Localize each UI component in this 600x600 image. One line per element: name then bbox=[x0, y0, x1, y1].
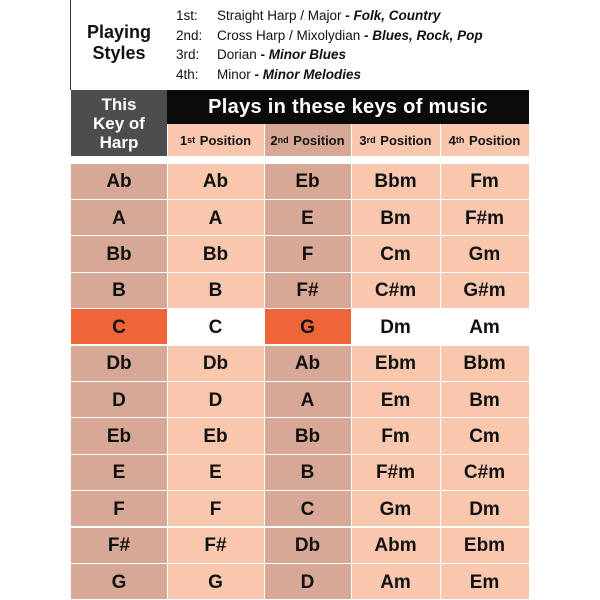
table-cell-position-1 bbox=[167, 528, 264, 564]
note-label: G#m bbox=[463, 280, 506, 302]
legend-num: 4th: bbox=[176, 67, 199, 83]
note-label: Db bbox=[106, 353, 132, 375]
note-label: C#m bbox=[374, 280, 417, 302]
table-cell-key bbox=[71, 273, 167, 309]
legend-sep: - bbox=[341, 8, 354, 23]
table-cell-position-3 bbox=[351, 236, 440, 272]
table-cell-position-3 bbox=[351, 346, 440, 382]
legend-desc: Blues, Rock, Pop bbox=[372, 27, 483, 43]
table-cell-position-1 bbox=[167, 346, 264, 382]
note-label: F# bbox=[204, 535, 227, 557]
table-cell-position-2 bbox=[264, 164, 351, 200]
note-label: A bbox=[300, 389, 315, 411]
legend-num: 3rd: bbox=[176, 47, 200, 63]
legend-num: 1st: bbox=[176, 8, 198, 23]
note-label: D bbox=[112, 389, 126, 411]
note-label: G bbox=[111, 571, 127, 593]
note-label: Ab bbox=[294, 353, 321, 375]
table-cell-position-2 bbox=[264, 273, 351, 309]
note-label: G bbox=[300, 316, 315, 338]
note-label: G bbox=[208, 571, 223, 593]
note-label: D bbox=[300, 571, 315, 593]
legend-sep: - bbox=[360, 27, 373, 43]
note-label: F#m bbox=[464, 207, 505, 229]
table-cell-key bbox=[71, 346, 167, 382]
table-cell-position-4 bbox=[440, 455, 529, 491]
position-num: 1 bbox=[179, 132, 188, 148]
table-cell-position-1 bbox=[167, 382, 264, 418]
note-label: Eb bbox=[106, 425, 132, 447]
key-header-line2: Key of bbox=[93, 113, 145, 133]
note-label: Gm bbox=[379, 498, 412, 520]
table-cell-position-3 bbox=[351, 528, 440, 564]
table-cell-key bbox=[71, 382, 167, 418]
note-label: Fm bbox=[470, 171, 499, 193]
table-cell-position-2 bbox=[264, 455, 351, 491]
table-cell-key bbox=[71, 200, 167, 236]
column-separator bbox=[351, 124, 352, 600]
position-num: 2 bbox=[270, 132, 278, 148]
position-suffix: th bbox=[455, 135, 465, 145]
legend-sep: - bbox=[250, 67, 263, 83]
note-label: Bm bbox=[380, 207, 411, 229]
table-cell-position-4 bbox=[440, 528, 529, 564]
note-label: E bbox=[209, 462, 222, 484]
table-cell-position-4 bbox=[440, 236, 529, 272]
table-cell-position-2 bbox=[264, 528, 351, 564]
table-cell-position-2 bbox=[264, 564, 351, 600]
table-cell-position-4 bbox=[440, 273, 529, 309]
note-label: Ebm bbox=[374, 353, 417, 375]
legend-row bbox=[176, 65, 483, 85]
table-cell-position-1 bbox=[167, 418, 264, 454]
table-cell-position-1 bbox=[167, 455, 264, 491]
table-cell-position-3 bbox=[351, 455, 440, 491]
table-cell-position-3 bbox=[351, 309, 440, 345]
note-label: F bbox=[301, 243, 314, 265]
table-cell-position-3 bbox=[351, 164, 440, 200]
table-cell-position-1 bbox=[167, 491, 264, 527]
table-cell-position-3 bbox=[351, 418, 440, 454]
position-header-3 bbox=[351, 124, 440, 156]
table-cell-position-4 bbox=[440, 418, 529, 454]
note-label: E bbox=[301, 207, 314, 229]
table-cell-key bbox=[71, 236, 167, 272]
key-of-harp-header bbox=[71, 90, 167, 156]
note-label: C bbox=[208, 316, 223, 338]
playing-styles-title-line1: Playing bbox=[86, 22, 152, 42]
note-label: Dm bbox=[469, 498, 500, 520]
legend-label: Minor bbox=[217, 67, 251, 83]
plays-in-keys-header: Plays in these keys of music bbox=[167, 90, 529, 124]
table-cell-position-4 bbox=[440, 200, 529, 236]
table-cell-key bbox=[71, 564, 167, 600]
note-label: Am bbox=[380, 571, 411, 593]
note-label: Fm bbox=[381, 425, 410, 447]
note-label: Am bbox=[469, 316, 500, 338]
legend-desc: Minor Melodies bbox=[262, 67, 362, 83]
table-cell-position-3 bbox=[351, 564, 440, 600]
column-separator bbox=[440, 124, 441, 600]
table-cell-key bbox=[71, 418, 167, 454]
note-label: Bb bbox=[294, 425, 321, 447]
position-word: Position bbox=[469, 132, 521, 148]
playing-styles-title-line2: Styles bbox=[92, 43, 146, 63]
playing-styles-list bbox=[176, 6, 483, 85]
table-cell-position-1 bbox=[167, 164, 264, 200]
note-label: Eb bbox=[295, 171, 320, 193]
table-cell-position-4 bbox=[440, 309, 529, 345]
note-label: C bbox=[112, 316, 126, 338]
table-cell-position-3 bbox=[351, 382, 440, 418]
table-cell-position-2 bbox=[264, 418, 351, 454]
note-label: F# bbox=[107, 535, 131, 557]
table-cell-position-2 bbox=[264, 346, 351, 382]
legend-label: Cross Harp / Mixolydian bbox=[217, 27, 361, 43]
key-header-line3: Harp bbox=[99, 132, 139, 152]
table-cell-position-2 bbox=[264, 382, 351, 418]
note-label: Eb bbox=[203, 425, 228, 447]
note-label: Cm bbox=[380, 243, 411, 265]
column-separator bbox=[264, 124, 265, 600]
table-cell-position-1 bbox=[167, 200, 264, 236]
note-label: A bbox=[112, 207, 126, 229]
note-label: Em bbox=[469, 571, 500, 593]
legend-sep: - bbox=[256, 47, 269, 63]
note-label: Bb bbox=[202, 243, 229, 265]
note-label: Ab bbox=[106, 171, 132, 193]
table-cell-key bbox=[71, 528, 167, 564]
note-label: C bbox=[300, 498, 315, 520]
note-label: F# bbox=[296, 280, 319, 302]
note-label: A bbox=[208, 207, 223, 229]
table-cell-key bbox=[71, 491, 167, 527]
table-cell-position-2 bbox=[264, 236, 351, 272]
note-label: B bbox=[300, 462, 315, 484]
position-num: 4 bbox=[448, 132, 456, 148]
position-suffix: rd bbox=[366, 135, 376, 145]
note-label: Em bbox=[380, 389, 411, 411]
table-cell-key bbox=[71, 455, 167, 491]
note-label: E bbox=[112, 462, 126, 484]
table-cell-position-4 bbox=[440, 382, 529, 418]
playing-styles-title bbox=[71, 22, 167, 64]
note-label: Ab bbox=[202, 171, 229, 193]
legend-desc: Folk, Country bbox=[353, 8, 441, 23]
position-header-1 bbox=[167, 124, 264, 156]
legend-desc: Minor Blues bbox=[268, 47, 347, 63]
note-label: Db bbox=[294, 535, 321, 557]
table-cell-position-3 bbox=[351, 491, 440, 527]
table-cell-position-2 bbox=[264, 491, 351, 527]
table-cell-position-1 bbox=[167, 273, 264, 309]
table-cell-position-1 bbox=[167, 236, 264, 272]
note-label: B bbox=[208, 280, 223, 302]
table-cell-position-4 bbox=[440, 164, 529, 200]
table-cell-position-4 bbox=[440, 491, 529, 527]
table-cell-key bbox=[71, 309, 167, 345]
position-suffix: st bbox=[187, 135, 196, 145]
note-label: Bbm bbox=[463, 353, 506, 375]
key-header-line1: This bbox=[101, 94, 137, 114]
table-cell-position-4 bbox=[440, 346, 529, 382]
position-word: Position bbox=[293, 132, 345, 148]
table-cell-position-3 bbox=[351, 273, 440, 309]
note-label: Cm bbox=[469, 425, 500, 447]
position-suffix: nd bbox=[277, 135, 289, 145]
legend-label: Straight Harp / Major bbox=[217, 8, 342, 23]
table-cell-position-2 bbox=[264, 200, 351, 236]
position-header-4 bbox=[440, 124, 529, 156]
note-label: F bbox=[209, 498, 222, 520]
legend-label: Dorian bbox=[217, 47, 257, 63]
legend-row bbox=[176, 6, 483, 26]
note-label: Abm bbox=[374, 535, 417, 557]
table-cell-position-1 bbox=[167, 309, 264, 345]
note-label: Bm bbox=[469, 389, 500, 411]
note-label: Bb bbox=[106, 243, 132, 265]
note-label: Bbm bbox=[374, 171, 417, 193]
note-label: Db bbox=[202, 353, 229, 375]
note-label: D bbox=[208, 389, 223, 411]
note-label: B bbox=[112, 280, 126, 302]
table-cell-position-3 bbox=[351, 200, 440, 236]
note-label: Dm bbox=[380, 316, 411, 338]
table-cell-position-4 bbox=[440, 564, 529, 600]
table-cell-key bbox=[71, 164, 167, 200]
column-separator bbox=[167, 124, 168, 600]
note-label: F#m bbox=[375, 462, 416, 484]
note-label: Ebm bbox=[463, 535, 506, 557]
position-header-2 bbox=[264, 124, 351, 156]
legend-row bbox=[176, 45, 483, 65]
legend-num: 2nd: bbox=[176, 27, 203, 43]
position-word: Position bbox=[380, 132, 432, 148]
note-label: F bbox=[113, 498, 125, 520]
position-word: Position bbox=[199, 132, 252, 148]
table-cell-position-2 bbox=[264, 309, 351, 345]
note-label: Gm bbox=[468, 243, 501, 265]
position-num: 3 bbox=[359, 132, 367, 148]
table-cell-position-1 bbox=[167, 564, 264, 600]
legend-row bbox=[176, 26, 483, 46]
note-label: C#m bbox=[463, 462, 506, 484]
